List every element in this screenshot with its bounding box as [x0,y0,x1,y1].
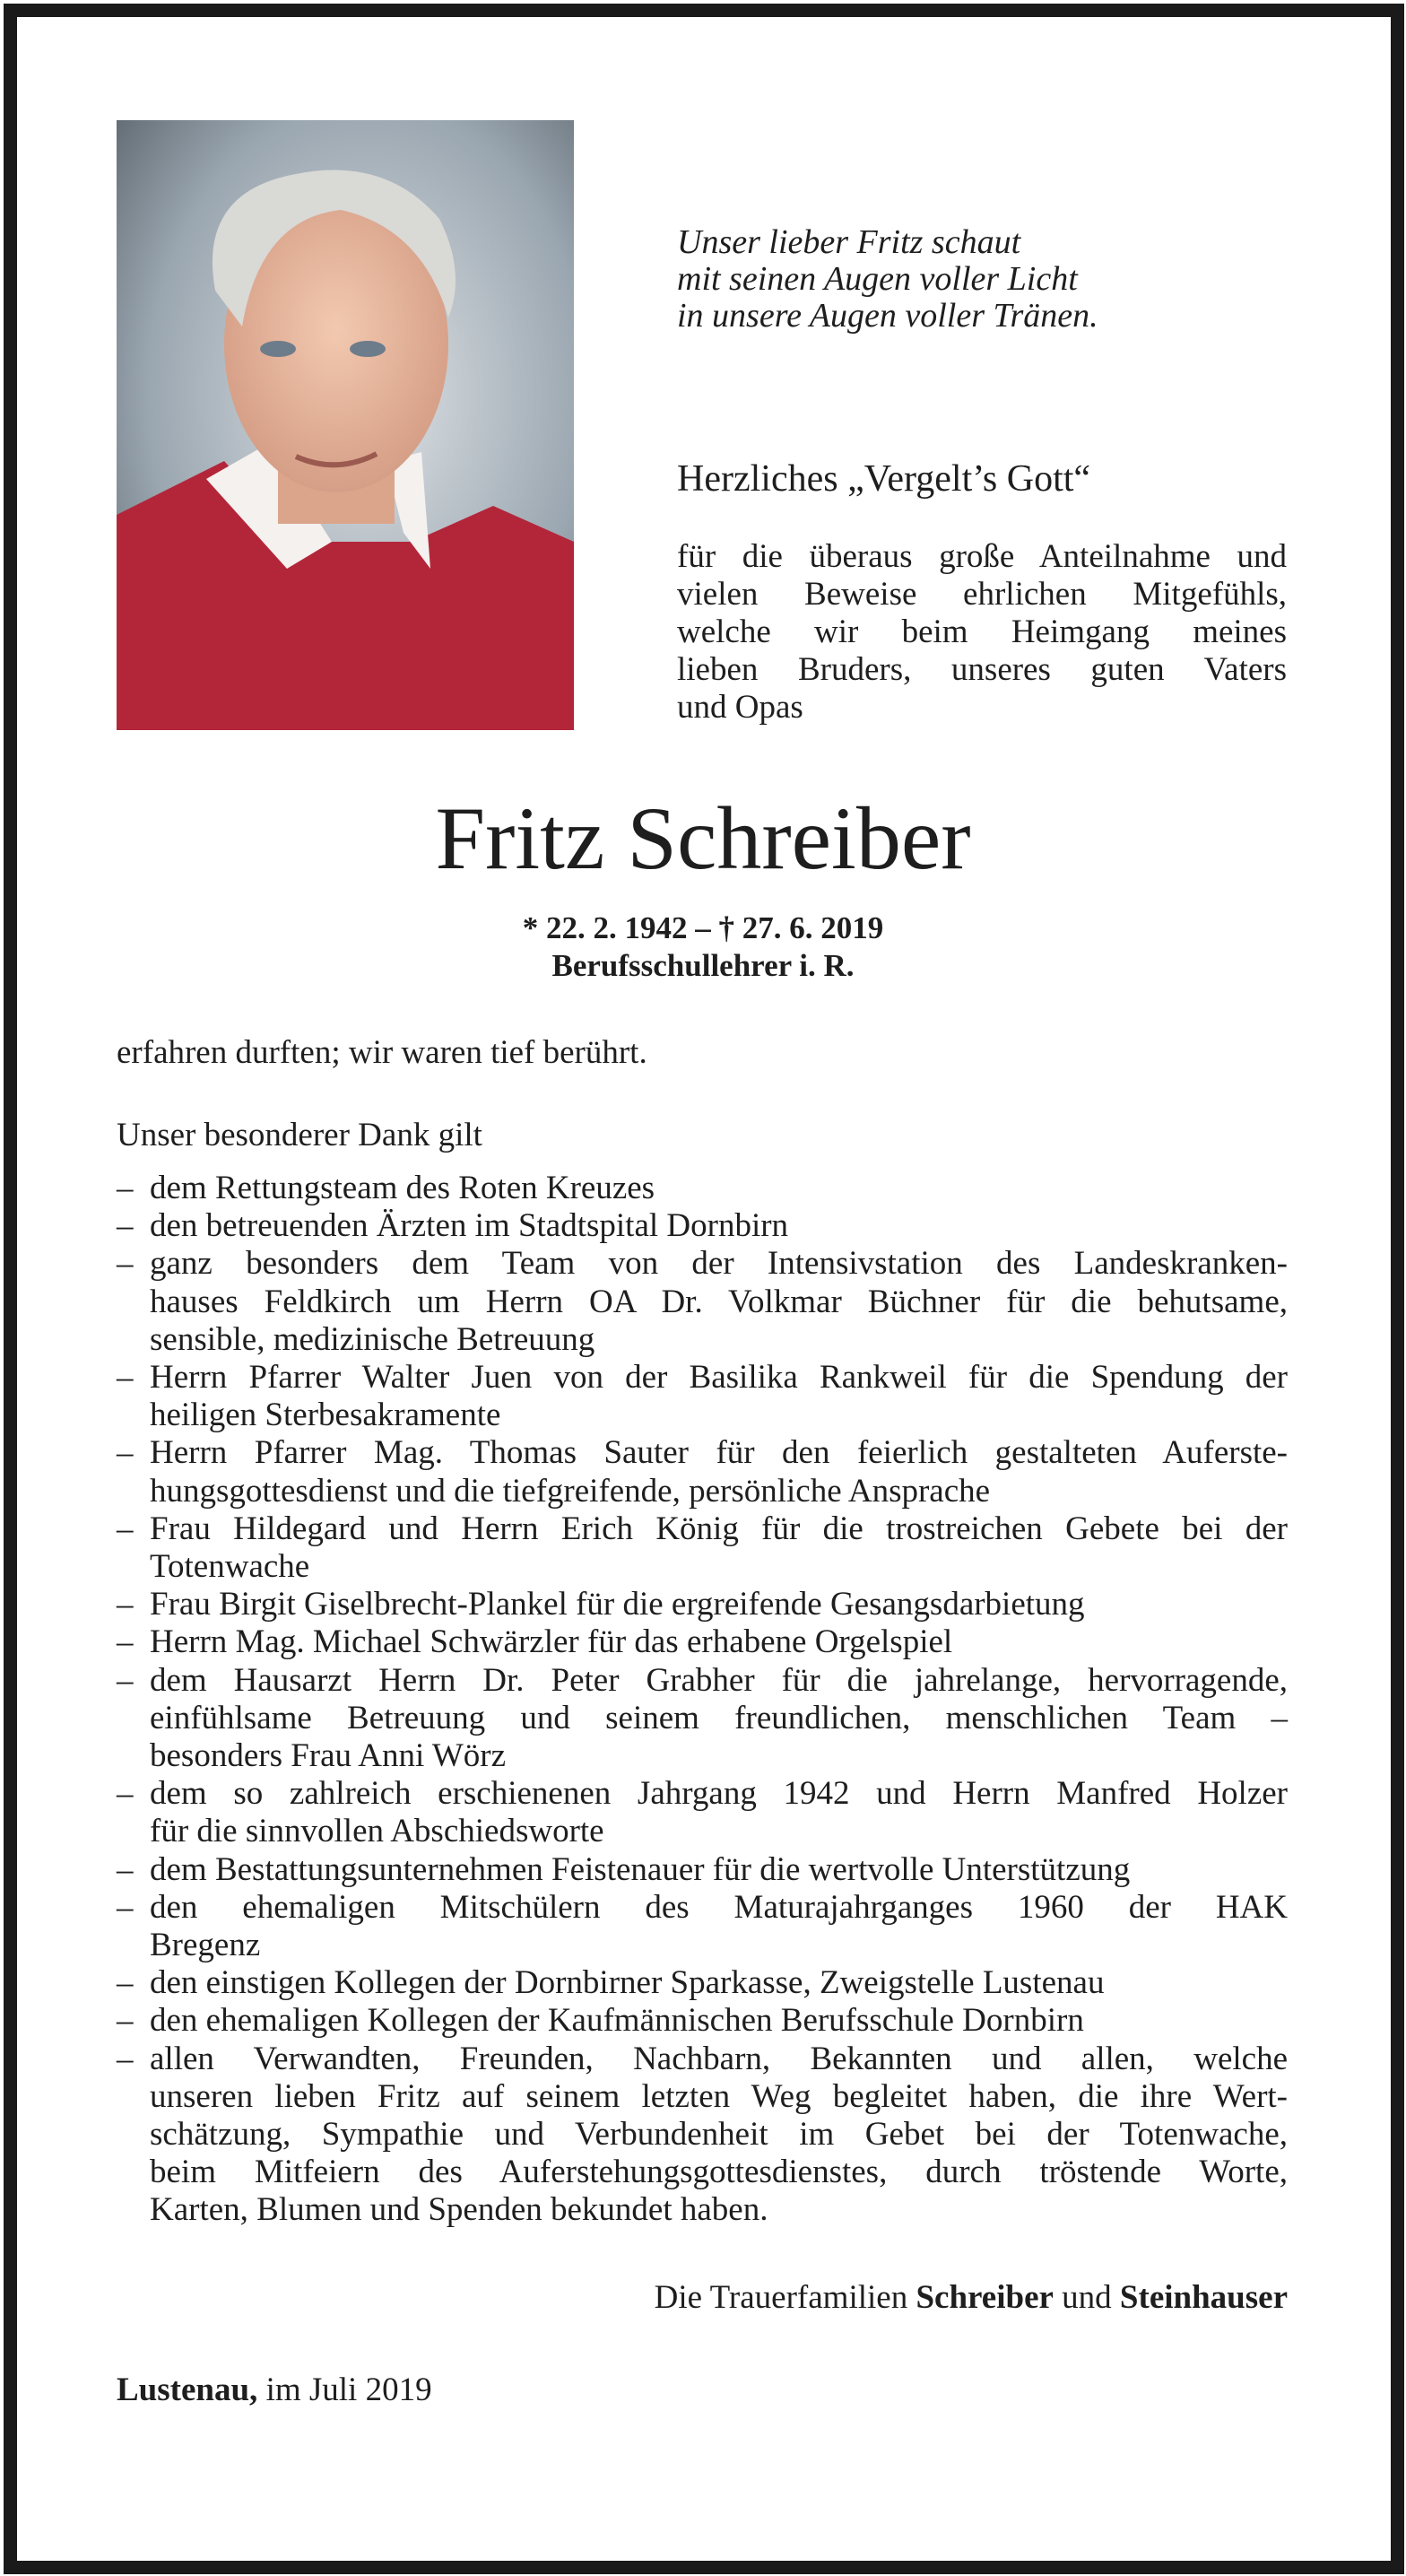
dash-bullet: – [117,1586,134,1623]
dash-bullet: – [117,1775,134,1813]
list-item-line: allen Verwandten, Freunden, Nachbarn, Bekannten und allen, welche [150,2040,1288,2077]
dash-bullet: – [117,2002,134,2040]
list-item-text [150,1851,1288,1889]
dash-bullet: – [117,1850,134,1888]
continuation-text: erfahren durften; wir waren tief berührt. [117,1034,647,1071]
list-item [117,1964,1288,2002]
list-item-line: für die sinnvollen Abschiedsworte [150,1813,604,1850]
thanks-heading: Herzliches „Vergelt’s Gott“ [677,458,1091,500]
list-item-line: hungsgottesdienst und die tiefgreifende, persönliche Ansprache [150,1472,991,1510]
list-item-line: Herrn Pfarrer Walter Juen von der Basilika Rankweil für die Spendung der [150,1359,1288,1397]
motto-line: mit seinen Augen voller Licht [677,260,1078,298]
dash-bullet: – [117,1661,134,1699]
dash-bullet: – [117,1623,134,1661]
paragraph-line: welche wir beim Heimgang meines [677,614,1287,650]
list-item-line: Frau Hildegard und Herrn Erich König für die trostreichen Gebete bei der [150,1510,1288,1547]
dash-bullet: – [117,2040,134,2077]
list-item-text [150,1245,1288,1359]
signature-prefix: Die Trauerfamilien [654,2279,908,2316]
list-item-line: Herrn Pfarrer Mag. Thomas Sauter für den feierlich gestalteten Auferste- [150,1434,1288,1472]
list-item-line: sensible, medizinische Betreuung [150,1320,595,1358]
list-item-line: schätzung, Sympathie und Verbundenheit im Gebet bei der Totenwache, [150,2116,1288,2154]
profession: Berufsschullehrer i. R. [551,948,855,983]
list-item-line: Totenwache [150,1548,310,1586]
list-item-line: dem Rettungsteam des Roten Kreuzes [150,1170,655,1206]
list-item-text [150,1889,1288,1964]
paragraph-line: vielen Beweise ehrlichen Mitgefühls, [677,576,1287,613]
motto-line: in unsere Augen voller Tränen. [677,297,1098,335]
dash-bullet: – [117,1434,134,1472]
thanks-intro: Unser besonderer Dank gilt [117,1117,482,1153]
list-item-line: Karten, Blumen und Spenden bekundet haben. [150,2191,768,2229]
list-item [117,1207,1288,1245]
dash-bullet: – [117,1170,134,1206]
family-name: Steinhauser [1119,2279,1288,2316]
dash-bullet: – [117,1245,134,1283]
list-item [117,2041,1288,2230]
place-city: Lustenau, [117,2371,258,2408]
list-item-text [150,1586,1288,1623]
list-item-line: einfühlsame Betreuung und seinem freundlichen, menschlichen Team – [150,1699,1288,1736]
list-item-text [150,1662,1288,1776]
list-item-text [150,2002,1288,2040]
life-dates [0,909,1406,985]
list-item-line: dem so zahlreich erschienenen Jahrgang 1942 und Herrn Manfred Holzer [150,1775,1288,1813]
list-item-line: Frau Birgit Giselbrecht-Plankel für die ergreifende Gesangsdarbietung [150,1586,1085,1623]
list-item-line: Herrn Mag. Michael Schwärzler für das erhabene Orgelspiel [150,1623,953,1661]
list-item-text [150,1207,1288,1245]
paragraph-line: und Opas [677,689,803,726]
motto-line: Unser lieber Fritz schaut [677,223,1021,261]
portrait-photo [117,120,574,730]
place-date [117,2371,432,2409]
list-item-line: beim Mitfeiern des Auferstehungsgottesdienstes, durch tröstende Worte, [150,2154,1288,2191]
list-item-line: dem Bestattungsunternehmen Feistenauer für die wertvolle Unterstützung [150,1850,1131,1888]
paragraph-line: lieben Bruders, unseres guten Vaters [677,651,1287,688]
list-item [117,1662,1288,1776]
thanks-paragraph [677,538,1287,727]
list-item [117,1775,1288,1850]
family-name: Schreiber [916,2279,1054,2316]
list-item-line: ganz besonders dem Team von der Intensivstation des Landeskranken- [150,1245,1288,1283]
signature [655,2278,1288,2317]
dash-bullet: – [117,1964,134,2002]
list-item [117,1586,1288,1623]
list-item [117,1359,1288,1434]
list-item-line: Bregenz [150,1927,261,1964]
list-item-line: hauses Feldkirch um Herrn OA Dr. Volkmar Büchner für die behutsame, [150,1283,1288,1320]
dash-bullet: – [117,1207,134,1245]
birth-death-dates: * 22. 2. 1942 – † 27. 6. 2019 [522,910,884,945]
motto-quote [677,224,1098,335]
list-item [117,1851,1288,1889]
list-item-text [150,1623,1288,1661]
list-item-text [150,1964,1288,2002]
list-item [117,1889,1288,1964]
list-item [117,2002,1288,2040]
list-item-line: den einstigen Kollegen der Dornbirner Sparkasse, Zweigstelle Lustenau [150,1964,1105,2002]
list-item-line: unseren lieben Fritz auf seinem letzten Weg begleitet haben, die ihre Wert- [150,2077,1288,2115]
list-item-text [150,1359,1288,1434]
list-item [117,1245,1288,1359]
list-item-line: den ehemaligen Kollegen der Kaufmännischen Berufsschule Dornbirn [150,2002,1084,2040]
place-date-text: im Juli 2019 [265,2371,432,2408]
list-item-text [150,1510,1288,1586]
dash-bullet: – [117,1888,134,1926]
list-item [117,1510,1288,1586]
dash-bullet: – [117,1510,134,1547]
list-item-text [150,1434,1288,1510]
list-item-line: besonders Frau Anni Wörz [150,1737,506,1775]
list-item-line: dem Hausarzt Herrn Dr. Peter Grabher für die jahrelange, hervorragende, [150,1661,1288,1699]
list-item-line: den ehemaligen Mitschülern des Maturajahrganges 1960 der HAK [150,1888,1288,1926]
list-item [117,1623,1288,1661]
dash-bullet: – [117,1359,134,1397]
list-item-line: heiligen Sterbesakramente [150,1397,501,1434]
list-item-text [150,1170,1288,1207]
deceased-name: Fritz Schreiber [435,788,971,888]
list-item-text [150,2041,1288,2230]
list-item-line: den betreuenden Ärzten im Stadtspital Dornbirn [150,1207,789,1245]
list-item-text [150,1775,1288,1850]
signature-and: und [1062,2279,1112,2316]
list-item [117,1170,1288,1207]
list-item [117,1434,1288,1510]
thanks-list [117,1170,1288,2230]
paragraph-line: für die überaus große Anteilnahme und [677,538,1287,575]
